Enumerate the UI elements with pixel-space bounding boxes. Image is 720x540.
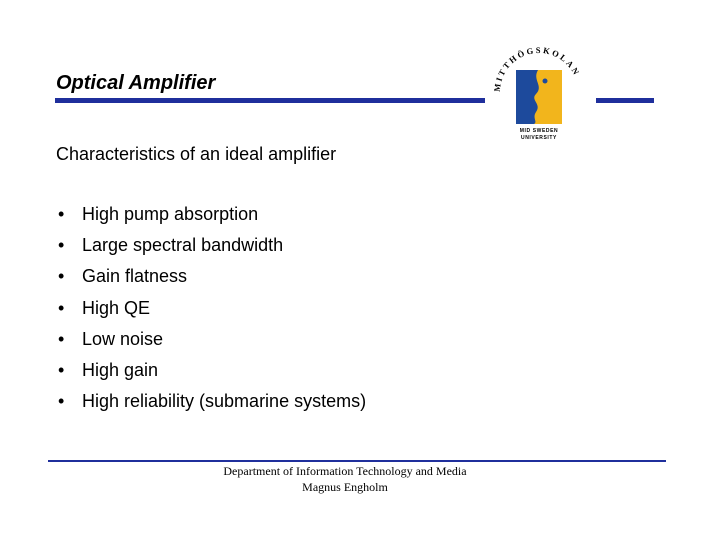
bullet-text: High pump absorption [82,204,259,224]
bullet-item [56,357,366,388]
slide-title: Optical Amplifier [56,72,216,94]
title-underline-right [596,98,654,103]
bullet-item [56,295,366,326]
bullet-text: High gain [82,359,159,380]
bullet-glyph: • [58,297,65,318]
bullet-glyph: • [58,266,65,287]
bullet-text: High QE [82,297,151,318]
bullet-item [56,326,366,357]
bullet-list [56,201,366,419]
bullet-glyph: • [58,391,65,412]
bullet-item [56,201,366,232]
bullet-item [56,263,366,294]
bullet-item [56,232,366,263]
bullet-text: Large spectral bandwidth [82,235,284,256]
bullet-text: Gain flatness [82,266,188,287]
university-logo [488,40,590,142]
slide-subtitle: Characteristics of an ideal amplifier [56,144,337,164]
footer-author: Magnus Engholm [302,480,388,494]
footer-divider [48,460,666,462]
bullet-glyph: • [58,359,65,380]
bullet-glyph: • [58,235,65,256]
bullet-glyph: • [58,204,65,224]
slide-footer [0,463,690,495]
logo-bottom-line1: MID SWEDEN [519,128,559,134]
logo-arc-textpath: MITTHÖGSKOLAN [491,44,583,93]
bullet-glyph: • [58,328,65,349]
bullet-item [56,388,366,419]
logo-bottom-line2: UNIVERSITY [520,135,558,141]
bullet-text: Low noise [82,328,164,349]
bullet-text: High reliability (submarine systems) [82,391,367,412]
title-underline [55,98,485,103]
logo-eye [543,79,548,84]
footer-department: Department of Information Technology and Media [223,464,467,478]
